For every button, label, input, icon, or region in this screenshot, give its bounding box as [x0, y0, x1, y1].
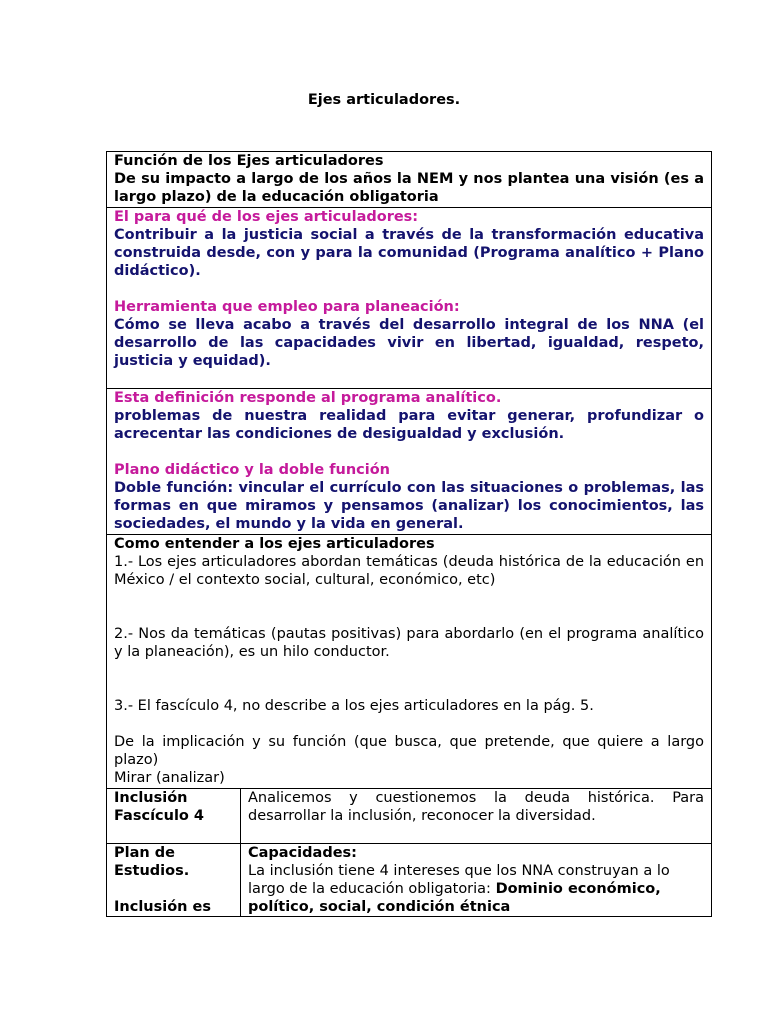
plan-label-2: Estudios. [114, 863, 190, 879]
capacidades-paragraph [248, 862, 704, 916]
row-definicion [107, 389, 712, 535]
ejes-table [106, 151, 712, 917]
plan-label-3: Inclusión es [114, 899, 212, 915]
definicion-heading: Esta definición responde al programa analítico. [114, 390, 502, 406]
definicion-text: problemas de nuestra realidad para evitar generar, profundizar o acrecentar las condiciones de desigualdad y exclusión. [114, 408, 705, 442]
row-entender [107, 535, 712, 789]
row-funcion [107, 152, 712, 208]
entender-item-2: 2.- Nos da temáticas (pautas positivas) para abordarlo (en el programa analítico y la planeación), es un hilo conductor. [114, 626, 705, 660]
row-plan [107, 844, 712, 917]
entender-mirar: Mirar (analizar) [114, 770, 225, 786]
entender-implicacion: De la implicación y su función (que busca, que pretende, que quiere a largo plazo) [114, 734, 705, 768]
capacidades-text: La inclusión tiene 4 intereses que los NNA construyan a lo largo de la educación obligatoria: [248, 863, 670, 897]
document-title: Ejes articuladores. [307, 92, 461, 108]
herramienta-text: Cómo se lleva acabo a través del desarrollo integral de los NNA (el desarrollo de las capacidades vivir en libertad, igualdad, respeto, justicia y equidad). [114, 317, 705, 369]
para-que-text: Contribuir a la justicia social a través de la transformación educativa construida desde, con y para la comunidad (Programa analítico + Plano didáctico). [114, 227, 705, 279]
para-que-heading: El para qué de los ejes articuladores: [114, 209, 419, 225]
plano-heading: Plano didáctico y la doble función [114, 462, 391, 478]
inclusion-text: Analicemos y cuestionemos la deuda histórica. Para desarrollar la inclusión, reconocer la diversidad. [248, 790, 705, 824]
herramienta-heading: Herramienta que empleo para planeación: [114, 299, 460, 315]
plan-label-1: Plan de [114, 845, 175, 861]
plano-text: Doble función: vincular el currículo con las situaciones o problemas, las formas en que miramos y pensamos (analizar) los conocimientos, las sociedades, el mundo y la vida en general. [114, 480, 705, 532]
inclusion-label-2: Fascículo 4 [114, 808, 205, 824]
inclusion-label-1: Inclusión [114, 790, 188, 806]
funcion-text: De su impacto a largo de los años la NEM y nos plantea una visión (es a largo plazo) de la educación obligatoria [114, 171, 705, 205]
entender-item-3: 3.- El fascículo 4, no describe a los ejes articuladores en la pág. 5. [114, 698, 594, 714]
capacidades-heading: Capacidades: [248, 845, 357, 861]
capacidades-text-bold: Dominio económico, político, social, condición étnica [248, 881, 661, 915]
entender-heading: Como entender a los ejes articuladores [114, 536, 435, 552]
entender-item-1: 1.- Los ejes articuladores abordan temáticas (deuda histórica de la educación en México / el contexto social, cultural, económico, etc) [114, 554, 705, 588]
row-para-que [107, 208, 712, 389]
row-inclusion [107, 789, 712, 844]
funcion-heading: Función de los Ejes articuladores [114, 153, 384, 169]
